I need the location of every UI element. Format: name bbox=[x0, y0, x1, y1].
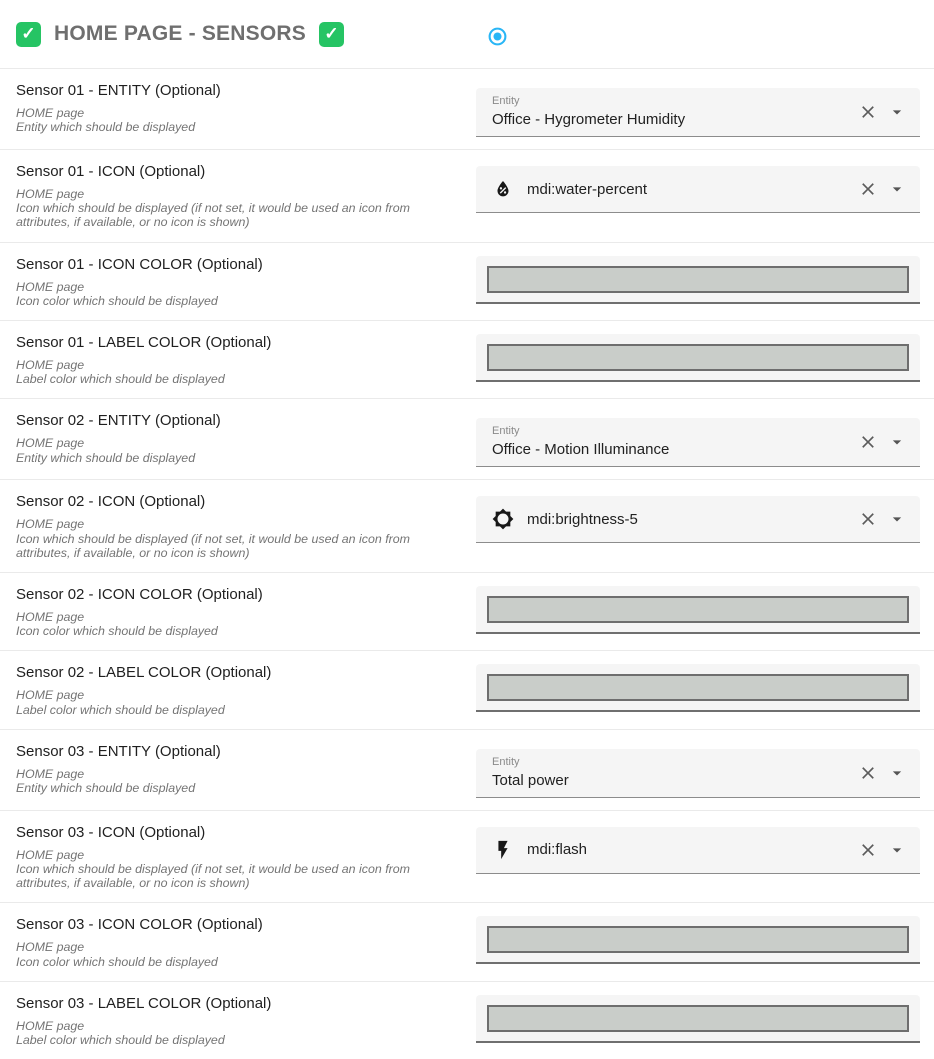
row-field bbox=[476, 811, 934, 903]
row-field bbox=[476, 730, 934, 810]
row-field bbox=[476, 982, 934, 1059]
config-row bbox=[0, 572, 934, 650]
color-picker-input[interactable] bbox=[487, 926, 909, 953]
config-row bbox=[0, 320, 934, 398]
chevron-down-icon[interactable] bbox=[887, 840, 907, 860]
field-value: Office - Motion Illuminance bbox=[492, 441, 670, 459]
row-subtitle: HOME page bbox=[16, 436, 85, 451]
row-description: Label color which should be displayed bbox=[16, 1033, 225, 1048]
row-description: Label color which should be displayed bbox=[16, 372, 225, 387]
row-subtitle: HOME page bbox=[16, 610, 85, 625]
clear-icon[interactable] bbox=[858, 432, 878, 452]
brightness-icon bbox=[492, 508, 514, 530]
flash-icon bbox=[492, 839, 514, 861]
field-value: Office - Hygrometer Humidity bbox=[492, 111, 686, 128]
row-text bbox=[0, 982, 476, 1059]
config-row bbox=[0, 981, 934, 1059]
entity-select[interactable] bbox=[476, 88, 920, 137]
row-title: Sensor 02 - ICON (Optional) bbox=[16, 493, 206, 511]
color-field bbox=[476, 334, 920, 382]
row-title: Sensor 02 - LABEL COLOR (Optional) bbox=[16, 664, 272, 682]
row-description: Icon color which should be displayed bbox=[16, 624, 218, 639]
field-actions bbox=[858, 432, 907, 452]
row-title: Sensor 03 - ENTITY (Optional) bbox=[16, 742, 221, 760]
row-field bbox=[476, 150, 934, 242]
field-label: Entity bbox=[492, 95, 520, 107]
row-title: Sensor 01 - ICON COLOR (Optional) bbox=[16, 255, 263, 273]
chevron-down-icon[interactable] bbox=[887, 179, 907, 199]
radio-selected-icon[interactable] bbox=[487, 26, 508, 47]
color-picker-input[interactable] bbox=[487, 1005, 909, 1032]
field-actions bbox=[858, 179, 907, 199]
icon-select[interactable] bbox=[476, 496, 920, 543]
row-text bbox=[0, 903, 476, 980]
field-actions bbox=[858, 102, 907, 122]
field-value: mdi:brightness-5 bbox=[527, 510, 638, 528]
clear-icon[interactable] bbox=[858, 102, 878, 122]
row-title: Sensor 03 - LABEL COLOR (Optional) bbox=[16, 994, 272, 1012]
config-row bbox=[0, 398, 934, 479]
field-actions bbox=[858, 509, 907, 529]
row-subtitle: HOME page bbox=[16, 517, 85, 532]
row-title: Sensor 01 - ICON (Optional) bbox=[16, 163, 206, 180]
row-text bbox=[0, 573, 476, 650]
row-description: Icon color which should be displayed bbox=[16, 293, 218, 308]
row-description: Icon color which should be displayed bbox=[16, 954, 218, 969]
row-title: Sensor 01 - ENTITY (Optional) bbox=[16, 82, 221, 99]
color-field bbox=[476, 916, 920, 964]
row-title: Sensor 02 - ENTITY (Optional) bbox=[16, 412, 221, 430]
icon-select[interactable] bbox=[476, 166, 920, 213]
chevron-down-icon[interactable] bbox=[887, 763, 907, 783]
config-row bbox=[0, 479, 934, 572]
clear-icon[interactable] bbox=[858, 509, 878, 529]
row-subtitle: HOME page bbox=[16, 847, 85, 862]
field-label: Entity bbox=[492, 755, 520, 768]
field-actions bbox=[858, 840, 907, 860]
color-picker-input[interactable] bbox=[487, 674, 909, 701]
color-field bbox=[476, 664, 920, 712]
row-subtitle: HOME page bbox=[16, 940, 85, 955]
row-subtitle: HOME page bbox=[16, 688, 85, 703]
config-row bbox=[0, 242, 934, 320]
color-field bbox=[476, 995, 920, 1043]
row-description: Label color which should be displayed bbox=[16, 702, 225, 717]
row-subtitle: HOME page bbox=[16, 187, 85, 201]
row-text bbox=[0, 730, 476, 810]
row-text bbox=[0, 69, 476, 149]
config-row bbox=[0, 902, 934, 980]
field-value: mdi:water-percent bbox=[527, 180, 648, 198]
clear-icon[interactable] bbox=[858, 763, 878, 783]
row-text bbox=[0, 480, 476, 572]
entity-select[interactable] bbox=[476, 418, 920, 467]
row-description: Icon which should be displayed (if not set, it would be used an icon from attributes, if available, or no icon is shown) bbox=[16, 201, 410, 230]
row-field bbox=[476, 480, 934, 572]
color-picker-input[interactable] bbox=[487, 596, 909, 623]
row-text bbox=[0, 243, 476, 320]
row-title: Sensor 03 - ICON (Optional) bbox=[16, 823, 206, 841]
row-field bbox=[476, 651, 934, 728]
section-header bbox=[0, 0, 934, 68]
clear-icon[interactable] bbox=[858, 840, 878, 860]
row-field bbox=[476, 573, 934, 650]
field-value: mdi:flash bbox=[527, 841, 588, 859]
chevron-down-icon[interactable] bbox=[887, 509, 907, 529]
row-title: Sensor 03 - ICON COLOR (Optional) bbox=[16, 916, 263, 934]
water-percent-icon bbox=[492, 178, 514, 200]
color-picker-input[interactable] bbox=[487, 266, 909, 293]
row-title: Sensor 01 - LABEL COLOR (Optional) bbox=[16, 334, 272, 352]
page-title: HOME PAGE - SENSORS bbox=[54, 22, 306, 45]
row-field bbox=[476, 399, 934, 479]
color-field bbox=[476, 256, 920, 304]
row-description: Icon which should be displayed (if not set, it would be used an icon from attributes, if available, or no icon is shown) bbox=[16, 862, 410, 891]
chevron-down-icon[interactable] bbox=[887, 432, 907, 452]
row-subtitle: HOME page bbox=[16, 106, 85, 120]
row-description: Entity which should be displayed bbox=[16, 450, 196, 465]
field-actions bbox=[858, 763, 907, 783]
entity-select[interactable] bbox=[476, 749, 920, 798]
row-text bbox=[0, 150, 476, 242]
check-icon: ✓ bbox=[16, 22, 41, 47]
row-subtitle: HOME page bbox=[16, 358, 85, 373]
config-row bbox=[0, 810, 934, 903]
row-description: Icon which should be displayed (if not set, it would be used an icon from attributes, if available, or no icon is shown) bbox=[16, 531, 410, 560]
row-subtitle: HOME page bbox=[16, 1018, 85, 1033]
config-row bbox=[0, 650, 934, 728]
config-row bbox=[0, 729, 934, 810]
row-description: Entity which should be displayed bbox=[16, 781, 196, 796]
row-text bbox=[0, 321, 476, 398]
row-field bbox=[476, 321, 934, 398]
row-subtitle: HOME page bbox=[16, 279, 85, 294]
row-text bbox=[0, 399, 476, 479]
row-field bbox=[476, 69, 934, 149]
chevron-down-icon[interactable] bbox=[887, 102, 907, 122]
row-field bbox=[476, 903, 934, 980]
color-field bbox=[476, 586, 920, 634]
row-title: Sensor 02 - ICON COLOR (Optional) bbox=[16, 586, 263, 604]
row-field bbox=[476, 243, 934, 320]
color-picker-input[interactable] bbox=[487, 344, 909, 371]
field-label: Entity bbox=[492, 425, 520, 438]
row-subtitle: HOME page bbox=[16, 766, 85, 781]
row-text bbox=[0, 811, 476, 903]
icon-select[interactable] bbox=[476, 827, 920, 874]
row-text bbox=[0, 651, 476, 728]
check-icon: ✓ bbox=[319, 22, 344, 47]
field-value: Total power bbox=[492, 771, 569, 789]
config-row bbox=[0, 149, 934, 242]
clear-icon[interactable] bbox=[858, 179, 878, 199]
config-row bbox=[0, 68, 934, 149]
row-description: Entity which should be displayed bbox=[16, 120, 196, 135]
